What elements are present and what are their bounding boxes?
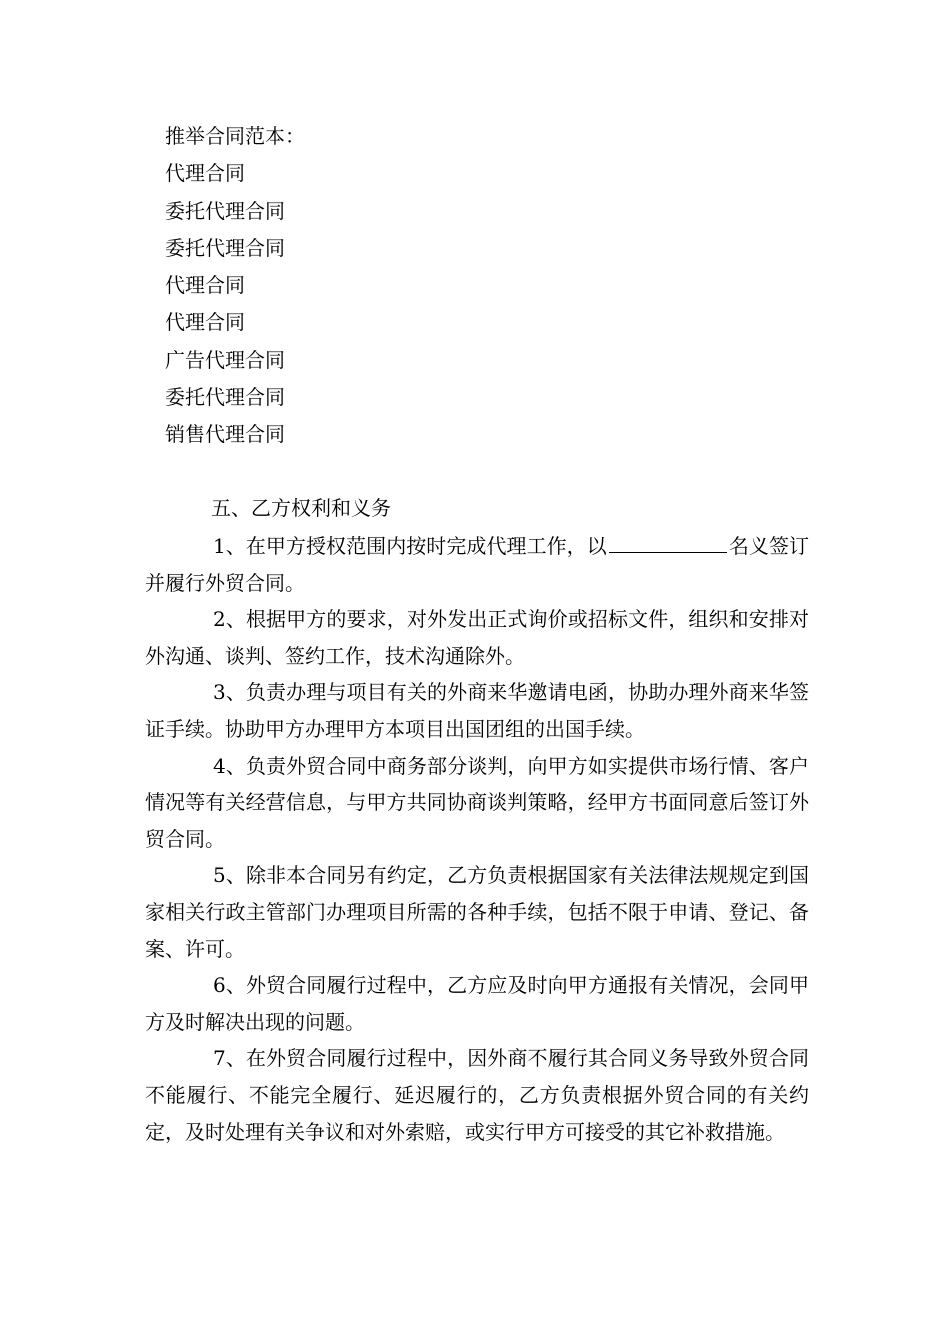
template-link[interactable]: 销售代理合同 [165, 422, 285, 447]
clause-6: 6、外贸合同履行过程中，乙方应及时向甲方通报有关情况，会同甲方及时解决出现的问题。 [145, 973, 809, 1034]
blank-line [609, 534, 727, 553]
template-link[interactable]: 委托代理合同 [165, 235, 285, 260]
recommended-templates-list [165, 155, 565, 453]
recommended-templates [165, 118, 565, 454]
clause-4: 4、负责外贸合同中商务部分谈判，向甲方如实提供市场行情、客户情况等有关经营信息，与甲方共同协商谈判策略，经甲方书面同意后签订外贸合同。 [145, 753, 809, 851]
clause-5: 5、除非本合同另有约定，乙方负责根据国家有关法律法规规定到国家相关行政主管部门办理项目所需的各种手续，包括不限于申请、登记、备案、许可。 [145, 863, 809, 961]
recommended-templates-heading: 推举合同范本： [165, 124, 305, 148]
clause-2: 2、根据甲方的要求，对外发出正式询价或招标文件，组织和安排对外沟通、谈判、签约工作，技术沟通除外。 [145, 607, 809, 668]
clause-3: 3、负责办理与项目有关的外商来华邀请电函，协助办理外商来华签证手续。协助甲方办理甲方本项目出国团组的出国手续。 [145, 680, 809, 741]
template-link[interactable]: 代理合同 [165, 310, 245, 335]
template-link[interactable]: 广告代理合同 [165, 347, 285, 372]
template-link[interactable]: 委托代理合同 [165, 198, 285, 223]
clause-1-before: 1、在甲方授权范围内按时完成代理工作，以 [213, 534, 607, 558]
template-link[interactable]: 代理合同 [165, 273, 245, 298]
template-link[interactable]: 委托代理合同 [165, 385, 285, 410]
clause-list [145, 528, 809, 1150]
section-title: 五、乙方权利和义务 [211, 496, 391, 520]
clause-1-after: 名义签订并履行外贸合同。 [145, 534, 809, 595]
template-link[interactable]: 代理合同 [165, 161, 245, 186]
clause-1 [145, 528, 809, 601]
clause-7: 7、在外贸合同履行过程中，因外商不履行其合同义务导致外贸合同不能履行、不能完全履行、延迟履行的，乙方负责根据外贸合同的有关约定，及时处理有关争议和对外索赔，或实行甲方可接受的其它补救措施。 [145, 1046, 809, 1144]
